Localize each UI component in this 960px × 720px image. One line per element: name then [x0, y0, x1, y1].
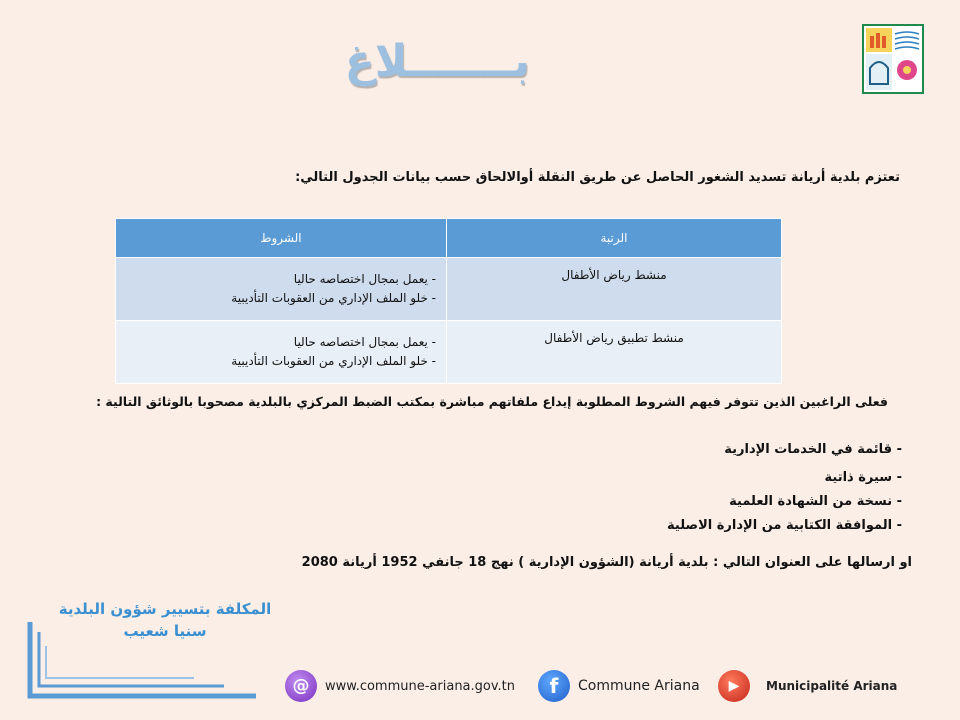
footer-youtube[interactable] — [718, 670, 897, 702]
cell-conditions — [116, 258, 447, 321]
signature-name: سنيا شعيب — [123, 622, 207, 640]
list-item: - نسخة من الشهادة العلمية — [729, 494, 902, 509]
decorative-frame — [26, 622, 258, 700]
condition-line: - يعمل بمجال اختصاصه حاليا — [293, 272, 436, 286]
facebook-link[interactable]: Commune Ariana — [578, 678, 700, 694]
intro-text: تعتزم بلدية أريانة تسديد الشغور الحاصل عن طريق النقلة أوالالحاق حسب بيانات الجدول التالي: — [295, 170, 900, 185]
documents-list — [502, 438, 902, 538]
cell-conditions — [116, 321, 447, 384]
website-link[interactable]: www.commune-ariana.gov.tn — [325, 678, 516, 694]
list-item: - الموافقة الكتابية من الإدارة الاصلية — [667, 518, 902, 533]
footer-facebook[interactable] — [538, 670, 700, 702]
condition-line: - خلو الملف الإداري من العقوبات التأديبية — [231, 354, 436, 368]
signature-role: المكلفة بتسيير شؤون البلدية — [58, 600, 272, 618]
header-rank: الرتبة — [447, 219, 782, 258]
facebook-icon: f — [538, 670, 570, 702]
header-conditions: الشروط — [116, 219, 447, 258]
condition-line: - خلو الملف الإداري من العقوبات التأديبية — [231, 291, 436, 305]
footer-website[interactable] — [285, 670, 515, 702]
address-text: او ارسالها على العنوان التالي : بلدية أريانة (الشؤون الإدارية ) نهج 18 جانفي 1952 أريانة 2080 — [301, 555, 912, 570]
cell-rank: منشط تطبيق رياض الأطفال — [447, 321, 782, 384]
submission-note: فعلى الراغبين الذين تتوفر فيهم الشروط المطلوبة إيداع ملفاتهم مباشرة بمكتب الضبط المركزي بالبلدية مصحوبا بالوثائق التالية : — [96, 394, 888, 409]
condition-line: - يعمل بمجال اختصاصه حاليا — [293, 335, 436, 349]
cell-rank: منشط رياض الأطفال — [447, 258, 782, 321]
table-row — [116, 321, 782, 384]
youtube-icon: ▶ — [718, 670, 750, 702]
youtube-link[interactable]: Municipalité Ariana — [766, 679, 898, 693]
list-item: - قائمة في الخدمات الإدارية — [724, 442, 902, 457]
web-icon: @ — [285, 670, 317, 702]
page-title: بـــــــلاغ — [344, 36, 530, 87]
vacancy-table — [115, 218, 782, 384]
table-row — [116, 258, 782, 321]
list-item: - سيرة ذاتية — [824, 470, 902, 485]
table-header-row — [116, 219, 782, 258]
municipality-crest-icon — [862, 24, 924, 94]
